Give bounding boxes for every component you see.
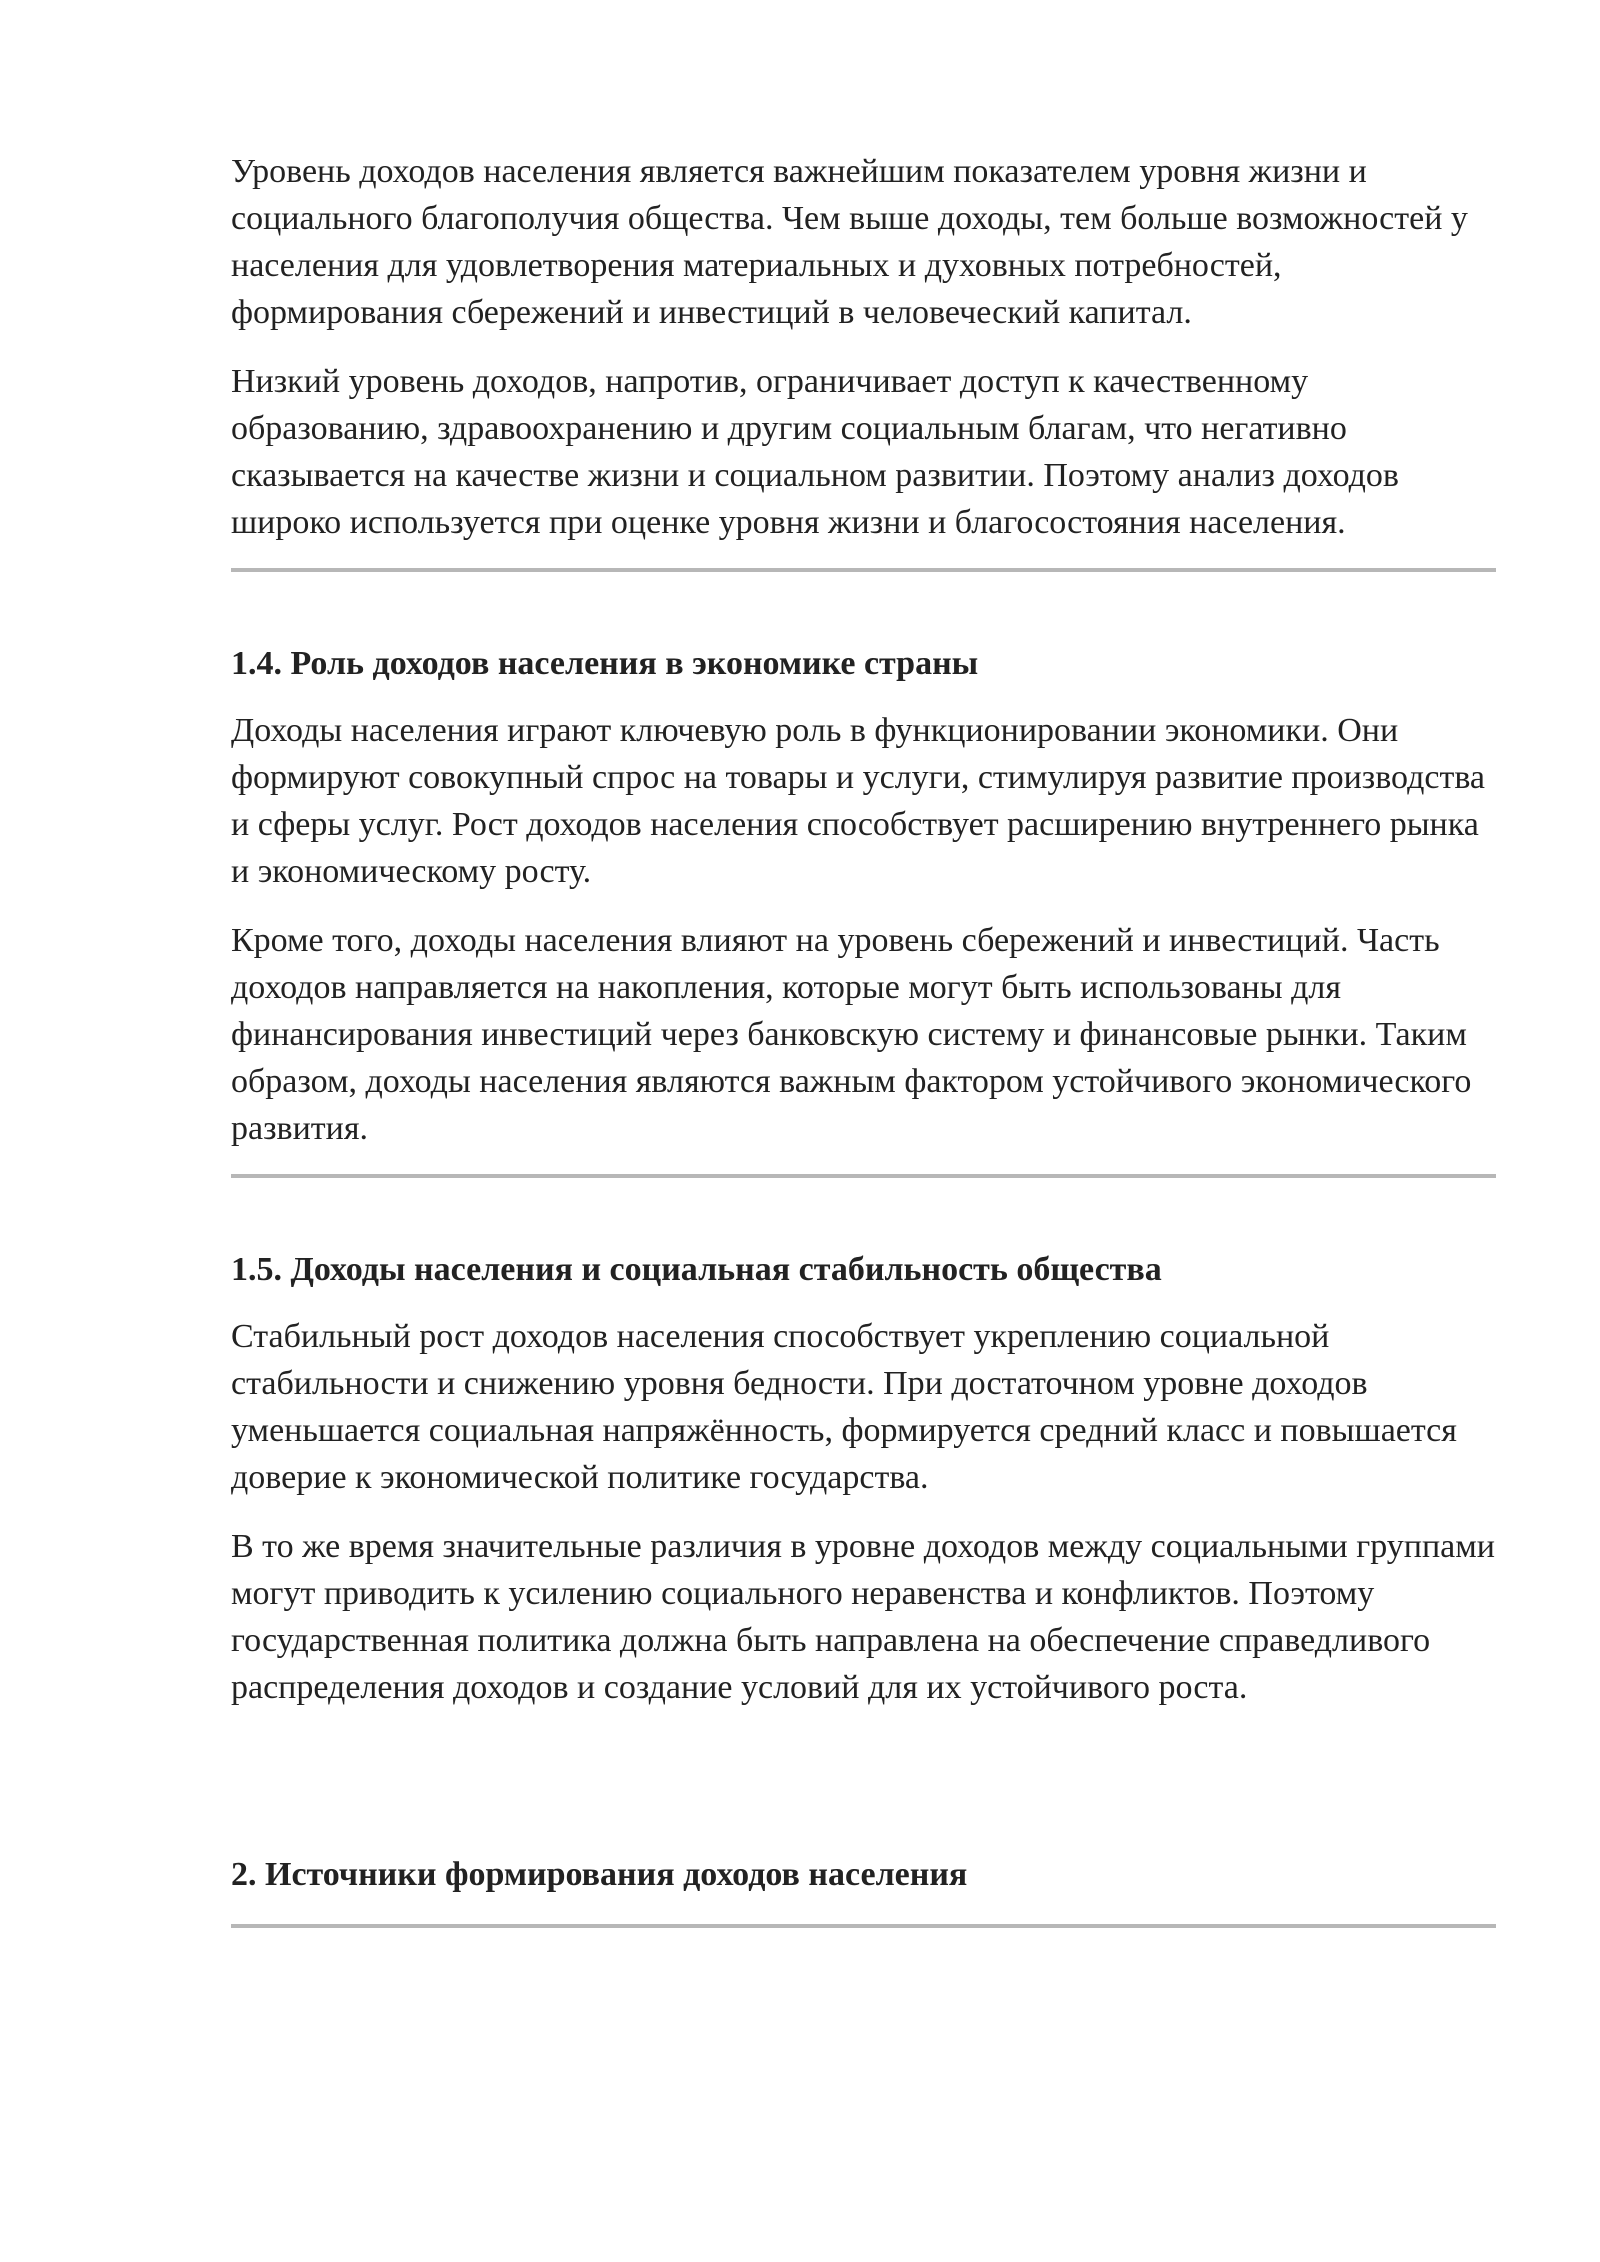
document-page — [231, 148, 1496, 1928]
paragraph-income-inequality: В то же время значительные различия в уровне доходов между социальными группами могут приводить к усилению социального неравенства и конфликтов. Поэтому государственная политика должна быть направлена на обеспечение справедливого распределения доходов и создание условий для их устойчивого роста. — [231, 1528, 1495, 1706]
paragraph-income-savings-investment: Кроме того, доходы населения влияют на уровень сбережений и инвестиций. Часть доходов направляется на накопления, которые могут быть использованы для финансирования инвестиций через банковскую систему и финансовые рынки. Таким образом, доходы населения являются важным фактором устойчивого экономического развития. — [231, 922, 1472, 1147]
paragraph-income-level-indicator: Уровень доходов населения является важнейшим показателем уровня жизни и социального благополучия общества. Чем выше доходы, тем больше возможностей у населения для удовлетворения материальных и духовных потребностей, формирования сбережений и инвестиций в человеческий капитал. — [231, 153, 1468, 331]
paragraph-income-role-economy: Доходы населения играют ключевую роль в функционировании экономики. Они формируют совокупный спрос на товары и услуги, стимулируя развитие производства и сферы услуг. Рост доходов населения способствует расширению внутреннего рынка и экономическому росту. — [231, 712, 1486, 890]
chapter-divider — [231, 1924, 1496, 1928]
section-heading-1-4: 1.4. Роль доходов населения в экономике страны — [231, 645, 979, 682]
section-divider — [231, 1174, 1496, 1178]
section-heading-1-5: 1.5. Доходы населения и социальная стабильность общества — [231, 1251, 1162, 1288]
paragraph-income-social-stability: Стабильный рост доходов населения способствует укреплению социальной стабильности и снижению уровня бедности. При достаточном уровне доходов уменьшается социальная напряжённость, формируется средний класс и повышается доверие к экономической политике государства. — [231, 1318, 1457, 1496]
paragraph-low-income-effects: Низкий уровень доходов, напротив, ограничивает доступ к качественному образованию, здравоохранению и другим социальным благам, что негативно сказывается на качестве жизни и социальном развитии. Поэтому анализ доходов широко используется при оценке уровня жизни и благосостояния населения. — [231, 363, 1399, 541]
chapter-heading-2: 2. Источники формирования доходов населения — [231, 1856, 968, 1893]
section-divider — [231, 568, 1496, 572]
